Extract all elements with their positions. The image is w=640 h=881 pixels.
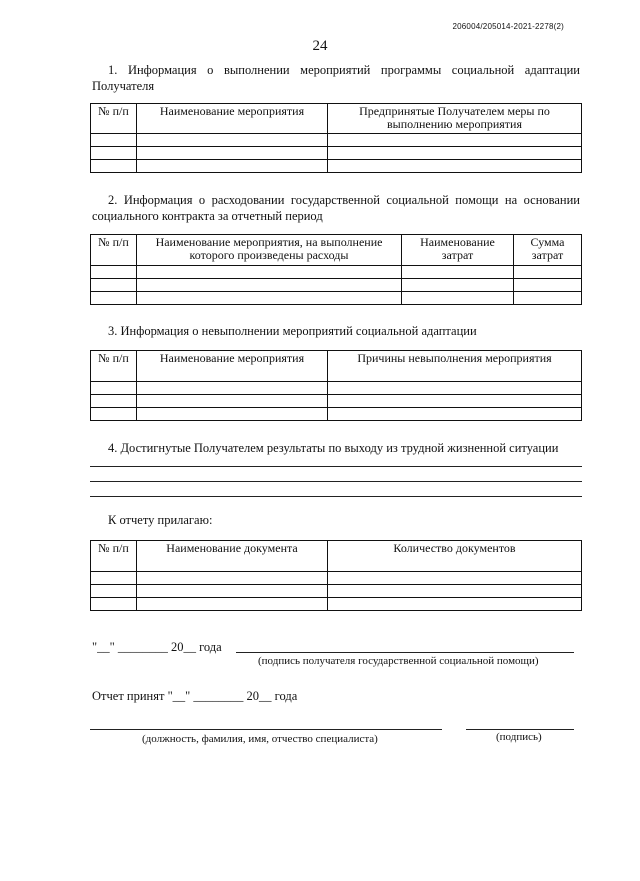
table-cell[interactable] bbox=[514, 279, 582, 292]
table-header-row bbox=[91, 541, 582, 572]
col-number-header: № п/п bbox=[91, 541, 137, 572]
specialist-caption: (должность, фамилия, имя, отчество специалиста) bbox=[142, 733, 378, 745]
specialist-name-line[interactable] bbox=[90, 729, 442, 730]
document-number: 206004/205014-2021-2278(2) bbox=[452, 22, 564, 31]
table-cell[interactable] bbox=[137, 279, 402, 292]
col-number-header: № п/п bbox=[91, 235, 137, 266]
results-line-3[interactable] bbox=[90, 496, 582, 497]
section1-table bbox=[90, 103, 582, 173]
table-row bbox=[91, 572, 582, 585]
col-measures-header: Предпринятые Получателем меры по выполнению мероприятия bbox=[328, 104, 582, 134]
col-number-header: № п/п bbox=[91, 351, 137, 382]
table-cell[interactable] bbox=[91, 147, 137, 160]
report-accepted-line: Отчет принят "__" ________ 20__ года bbox=[92, 689, 298, 703]
table-cell[interactable] bbox=[137, 147, 328, 160]
col-name-header: Наименование мероприятия bbox=[137, 351, 328, 382]
table-cell[interactable] bbox=[328, 585, 582, 598]
table-cell[interactable] bbox=[137, 572, 328, 585]
table-cell[interactable] bbox=[137, 160, 328, 173]
table-header-row bbox=[91, 351, 582, 382]
col-name-header: Наименование мероприятия, на выполнение которого произведены расходы bbox=[137, 235, 402, 266]
section4-title: 4. Достигнутые Получателем результаты по выходу из трудной жизненной ситуации bbox=[108, 441, 559, 455]
table-row bbox=[91, 160, 582, 173]
table-cell[interactable] bbox=[137, 266, 402, 279]
table-row bbox=[91, 408, 582, 421]
table-cell[interactable] bbox=[514, 292, 582, 305]
col-number-header: № п/п bbox=[91, 104, 137, 134]
col-reasons-header: Причины невыполнения мероприятия bbox=[328, 351, 582, 382]
specialist-signature-line[interactable] bbox=[466, 729, 574, 730]
table-cell[interactable] bbox=[137, 292, 402, 305]
date-line: "__" ________ 20__ года bbox=[92, 640, 222, 654]
table-row bbox=[91, 134, 582, 147]
page-number: 24 bbox=[312, 38, 328, 54]
attachments-table bbox=[90, 540, 582, 611]
col-cost-name-header: Наименование затрат bbox=[402, 235, 514, 266]
table-cell[interactable] bbox=[91, 134, 137, 147]
table-row bbox=[91, 279, 582, 292]
table-cell[interactable] bbox=[137, 134, 328, 147]
table-cell[interactable] bbox=[137, 585, 328, 598]
section2-table bbox=[90, 234, 582, 305]
table-cell[interactable] bbox=[328, 408, 582, 421]
table-row bbox=[91, 585, 582, 598]
table-cell[interactable] bbox=[91, 395, 137, 408]
table-cell[interactable] bbox=[402, 292, 514, 305]
col-doc-name-header: Наименование документа bbox=[137, 541, 328, 572]
table-cell[interactable] bbox=[91, 382, 137, 395]
table-cell[interactable] bbox=[137, 382, 328, 395]
table-row bbox=[91, 382, 582, 395]
table-row bbox=[91, 395, 582, 408]
table-cell[interactable] bbox=[137, 395, 328, 408]
section3-table bbox=[90, 350, 582, 421]
table-row bbox=[91, 266, 582, 279]
table-cell[interactable] bbox=[402, 279, 514, 292]
attachments-title: К отчету прилагаю: bbox=[108, 513, 213, 527]
section1-title: 1. Информация о выполнении мероприятий программы социальной адаптации Получателя bbox=[92, 63, 580, 93]
section3-title: 3. Информация о невыполнении мероприятий социальной адаптации bbox=[108, 324, 477, 338]
col-doc-count-header: Количество документов bbox=[328, 541, 582, 572]
table-cell[interactable] bbox=[91, 279, 137, 292]
section2-title: 2. Информация о расходовании государственной социальной помощи на основании социального контракта за отчетный период bbox=[92, 193, 580, 223]
table-row bbox=[91, 598, 582, 611]
table-cell[interactable] bbox=[328, 382, 582, 395]
table-header-row bbox=[91, 235, 582, 266]
table-cell[interactable] bbox=[328, 160, 582, 173]
table-cell[interactable] bbox=[328, 572, 582, 585]
table-cell[interactable] bbox=[91, 572, 137, 585]
results-line-2[interactable] bbox=[90, 481, 582, 482]
table-cell[interactable] bbox=[91, 266, 137, 279]
col-name-header: Наименование мероприятия bbox=[137, 104, 328, 134]
table-cell[interactable] bbox=[91, 160, 137, 173]
table-cell[interactable] bbox=[328, 134, 582, 147]
recipient-signature-line[interactable] bbox=[236, 652, 574, 653]
table-cell[interactable] bbox=[91, 598, 137, 611]
table-cell[interactable] bbox=[514, 266, 582, 279]
table-row bbox=[91, 147, 582, 160]
table-cell[interactable] bbox=[91, 585, 137, 598]
recipient-signature-caption: (подпись получателя государственной социальной помощи) bbox=[258, 655, 539, 667]
table-row bbox=[91, 292, 582, 305]
table-cell[interactable] bbox=[328, 147, 582, 160]
table-cell[interactable] bbox=[137, 598, 328, 611]
table-cell[interactable] bbox=[91, 292, 137, 305]
col-sum-header: Сумма затрат bbox=[514, 235, 582, 266]
results-line-1[interactable] bbox=[90, 466, 582, 467]
table-cell[interactable] bbox=[328, 395, 582, 408]
table-cell[interactable] bbox=[328, 598, 582, 611]
table-cell[interactable] bbox=[402, 266, 514, 279]
table-cell[interactable] bbox=[91, 408, 137, 421]
table-cell[interactable] bbox=[137, 408, 328, 421]
signature-caption: (подпись) bbox=[496, 731, 542, 743]
table-header-row bbox=[91, 104, 582, 134]
